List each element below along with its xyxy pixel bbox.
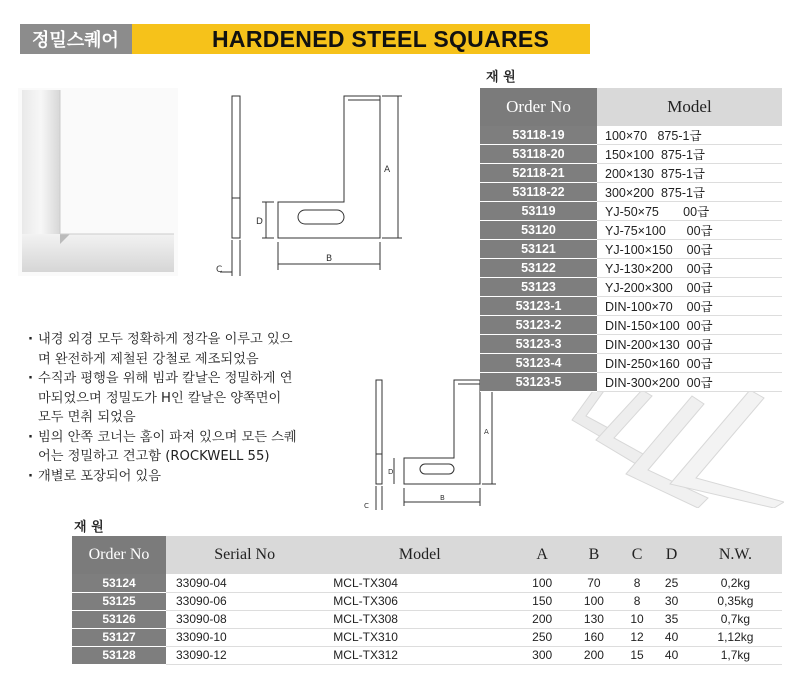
spec-cell: 0,2kg [689,574,782,592]
order-no-cell: 52118-21 [480,164,597,183]
table-row [480,145,782,164]
dim-d-label: D [256,217,263,227]
table-row [72,574,782,592]
model-table [480,88,782,392]
model-cell: YJ-75×100 00급 [597,221,782,240]
table-row [480,202,782,221]
spec-cell: 33090-04 [166,574,323,592]
spec-cell: 40 [654,628,689,646]
spec-cell: MCL-TX310 [323,628,516,646]
spec-cell: MCL-TX304 [323,574,516,592]
order-no-cell: 53119 [480,202,597,221]
spec-header-0: Order No [72,536,166,574]
spec-cell: 300 [516,646,568,664]
header-model: Model [597,88,782,126]
spec-cell: 10 [620,610,655,628]
order-no-cell: 53118-22 [480,183,597,202]
dim-b-label-2: B [440,494,445,502]
spec-cell: 160 [568,628,620,646]
spec-cell: 33090-12 [166,646,323,664]
spec-cell: 25 [654,574,689,592]
model-cell: DIN-300×200 00급 [597,373,782,392]
table-row [480,297,782,316]
spec-cell: 40 [654,646,689,664]
table-row [480,373,782,392]
order-no-cell: 53123-2 [480,316,597,335]
spec-cell: 33090-06 [166,592,323,610]
feature-item: · 내경 외경 모두 정확하게 정각을 이루고 있으 며 완전하게 제철된 강철로 제조되었음 [28,330,373,369]
spec-cell: 200 [568,646,620,664]
table-row [480,335,782,354]
table-row [480,126,782,145]
order-no-cell: 53122 [480,259,597,278]
table-row [480,354,782,373]
spec-cell: 53127 [72,628,166,646]
spec-cell: 0,35kg [689,592,782,610]
feature-item: · 개별로 포장되어 있음 [28,467,373,487]
squares-photo [560,374,784,508]
model-cell: 150×100 875-1급 [597,145,782,164]
spec-cell: MCL-TX308 [323,610,516,628]
order-no-cell: 53118-19 [480,126,597,145]
model-cell: YJ-50×75 00급 [597,202,782,221]
order-no-cell: 53118-20 [480,145,597,164]
order-no-cell: 53123-1 [480,297,597,316]
model-cell: DIN-150×100 00급 [597,316,782,335]
spec-cell: 15 [620,646,655,664]
model-cell: YJ-100×150 00급 [597,240,782,259]
spec-cell: 250 [516,628,568,646]
spec-cell: 30 [654,592,689,610]
spec-cell: MCL-TX306 [323,592,516,610]
spec-cell: 53126 [72,610,166,628]
order-no-cell: 53120 [480,221,597,240]
table-row [72,646,782,664]
spec-header-2: Model [323,536,516,574]
spec-cell: 130 [568,610,620,628]
spec-cell: 35 [654,610,689,628]
model-cell: YJ-130×200 00급 [597,259,782,278]
spec-cell: 8 [620,574,655,592]
spec-cell: MCL-TX312 [323,646,516,664]
table-row [480,240,782,259]
dim-a-label: A [384,165,391,175]
korean-title: 정밀스퀘어 [20,24,132,54]
spec-header-7: N.W. [689,536,782,574]
spec-table [72,536,782,665]
model-cell: 100×70 875-1급 [597,126,782,145]
feature-item: · 빔의 안쪽 코너는 홈이 파져 있으며 모든 스퀘 어는 정밀하고 견고함 (ROCKWELL 55) [28,428,373,467]
dim-c-label: C [216,265,223,275]
spec-cell: 70 [568,574,620,592]
square-drawing-bottom [356,374,506,514]
spec-cell: 1,7kg [689,646,782,664]
table-row [480,164,782,183]
spec-cell: 53128 [72,646,166,664]
order-no-cell: 53123-4 [480,354,597,373]
feature-list [28,330,373,486]
order-no-cell: 53121 [480,240,597,259]
header-order-no: Order No [480,88,597,126]
spec-header-5: C [620,536,655,574]
table-row [480,183,782,202]
order-no-cell: 53123-3 [480,335,597,354]
model-cell: 300×200 875-1급 [597,183,782,202]
square-drawing-top [208,90,418,286]
english-title: HARDENED STEEL SQUARES [132,24,590,54]
spec-cell: 53125 [72,592,166,610]
spec-cell: 33090-08 [166,610,323,628]
spec-header-1: Serial No [166,536,323,574]
model-cell: YJ-200×300 00급 [597,278,782,297]
model-cell: DIN-100×70 00급 [597,297,782,316]
spec-cell: 53124 [72,574,166,592]
table-row [480,278,782,297]
table-row [72,628,782,646]
spec-header-6: D [654,536,689,574]
model-cell: 200×130 875-1급 [597,164,782,183]
spec-cell: 100 [568,592,620,610]
spec-cell: 0,7kg [689,610,782,628]
dim-a-label-2: A [484,428,489,436]
dim-b-label: B [326,254,333,264]
spec-cell: 33090-10 [166,628,323,646]
table-row [72,592,782,610]
table-row [480,316,782,335]
order-no-cell: 53123 [480,278,597,297]
dim-d-label-2: D [388,468,394,476]
model-cell: DIN-200×130 00급 [597,335,782,354]
spec-cell: 12 [620,628,655,646]
order-no-cell: 53123-5 [480,373,597,392]
dim-c-label-2: C [364,502,369,510]
table-row [480,259,782,278]
spec-header-4: B [568,536,620,574]
model-cell: DIN-250×160 00급 [597,354,782,373]
table-row [480,221,782,240]
spec-cell: 200 [516,610,568,628]
spec-label-bottom: 재 원 [74,520,104,535]
spec-cell: 1,12kg [689,628,782,646]
spec-label-right: 재 원 [486,70,516,85]
feature-item: · 수직과 평행을 위해 빔과 칼날은 정밀하게 연 마되었으며 정밀도가 H인 칼날은 양쪽면이 모두 면취 되었음 [28,369,373,428]
spec-cell: 150 [516,592,568,610]
spec-cell: 100 [516,574,568,592]
table-row [72,610,782,628]
spec-header-3: A [516,536,568,574]
square-photo [18,88,178,276]
spec-cell: 8 [620,592,655,610]
